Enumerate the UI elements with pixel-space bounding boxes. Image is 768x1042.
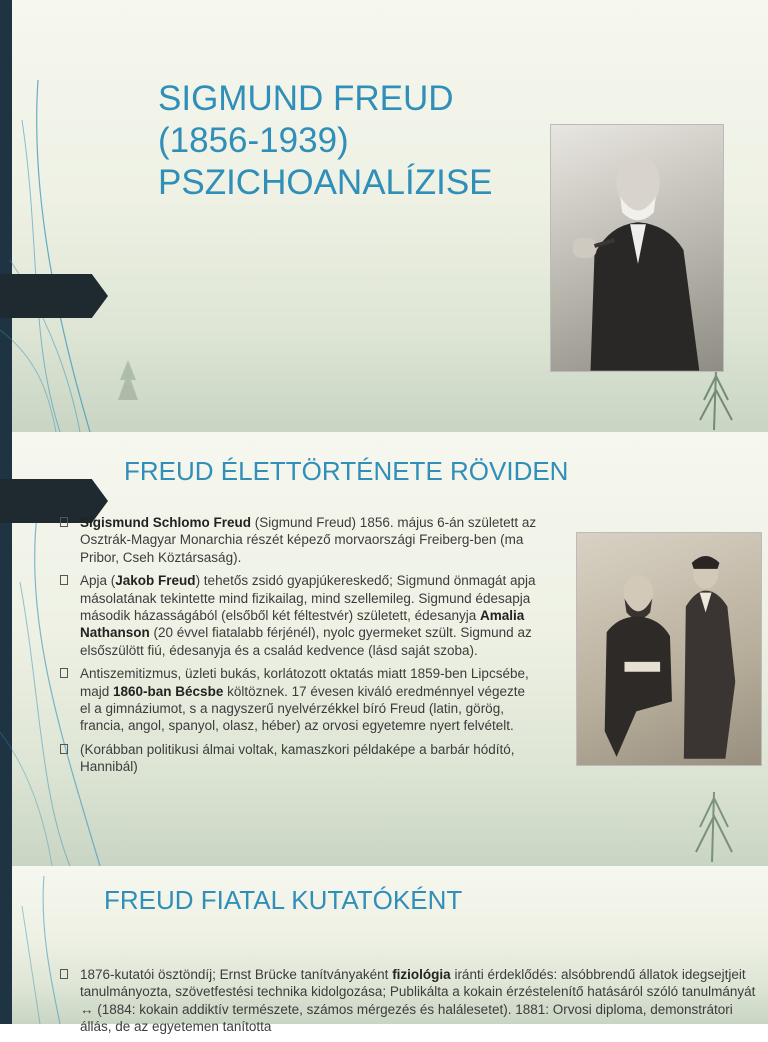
- list-item: [60, 514, 538, 566]
- bullet-icon: [60, 668, 68, 678]
- family-figures-icon: [577, 533, 761, 765]
- title-line-3: PSZICHOANALÍZISE: [158, 163, 493, 202]
- text: ) tehetős zsidó gyapjúkereskedő; Sigmund önmagát apja másolatának tekintette mind fizikailag, mind szellemileg. Sigmund édesapja második házasságából (elsőből két féltestvér) született, édesanyja: [80, 573, 536, 624]
- list-item: [60, 741, 538, 776]
- portrait-figure-icon: [551, 125, 723, 371]
- text: (Korábban politikusi álmai voltak, kamaszkori példaképe a barbár hódító, Hannibál): [80, 741, 515, 775]
- bold-text: Amalia Nathanson: [80, 608, 525, 641]
- text: iránti érdeklődés: alsóbbrendű állatok idegsejtjeit tanulmányozta, szövetfestési technika kidolgozása; Publikálta a kokain érzéstelenítő hatásáról szóló tanulmányát ↔ (1884: kokain addiktív természete, számos mérgezés és halálesetet). 1881: Orvosi diploma, demonstrátori állás, de az egyetemen tanította: [80, 967, 756, 1035]
- bold-text: Sigismund Schlomo Freud: [80, 515, 252, 530]
- text: Apja (: [80, 573, 116, 589]
- page-title: [158, 78, 538, 204]
- bullet-icon: [60, 969, 68, 979]
- text: költöznek. 17 évesen kiváló eredménnyel végezte el a gimnáziumot, s a nagyszerű nyelvérzékkel bíró Freud (latin, görög, francia, angol, spanyol, olasz, héber) az orvosi egyetemre nyert felvételt.: [80, 683, 526, 734]
- text: 1876-kutatói ösztöndíj; Ernst Brücke tanítványaként: [80, 967, 393, 982]
- biography-heading: FREUD ÉLETTÖRTÉNETE RÖVIDEN: [124, 456, 569, 486]
- title-line-1: SIGMUND FREUD: [158, 79, 454, 118]
- list-item: [60, 665, 538, 735]
- text: (Sigmund Freud) 1856. május 6-án született az Osztrák-Magyar Monarchia részét képező morvaországi Freiberg-ben (ma Pribor, Cseh Köztársaság).: [80, 515, 537, 565]
- bullet-icon: [60, 744, 68, 754]
- freud-family-photo: [576, 532, 762, 766]
- bullet-icon: [60, 575, 68, 585]
- list-item: [60, 572, 538, 659]
- young-researcher-list: [60, 966, 760, 1042]
- tab-arrow-1: [0, 274, 108, 318]
- bold-text: Jakob Freud: [115, 573, 196, 589]
- text: Antiszemitizmus, üzleti bukás, korlátozott oktatás miatt 1859-ben Lipcsébe, majd: [80, 666, 529, 699]
- biography-list: [60, 514, 538, 782]
- text: (20 évvel fiatalabb férjénél), nyolc gyermeket szült. Sigmund az elsőszülött fiú, édesanyja és a család kedvence (lásd saját szoba).: [80, 625, 532, 658]
- bullet-icon: [60, 517, 68, 527]
- list-item: [60, 966, 760, 1036]
- bold-text: fiziológia: [392, 967, 451, 982]
- freud-portrait-photo: [550, 124, 724, 372]
- title-line-2: (1856-1939): [158, 121, 349, 160]
- slide-title: [0, 0, 768, 432]
- left-accent-bar: [0, 0, 12, 432]
- young-researcher-heading: FREUD FIATAL KUTATÓKÉNT: [104, 885, 463, 915]
- bold-text: 1860-ban Bécsbe: [113, 683, 224, 699]
- left-accent-bar: [0, 866, 12, 1024]
